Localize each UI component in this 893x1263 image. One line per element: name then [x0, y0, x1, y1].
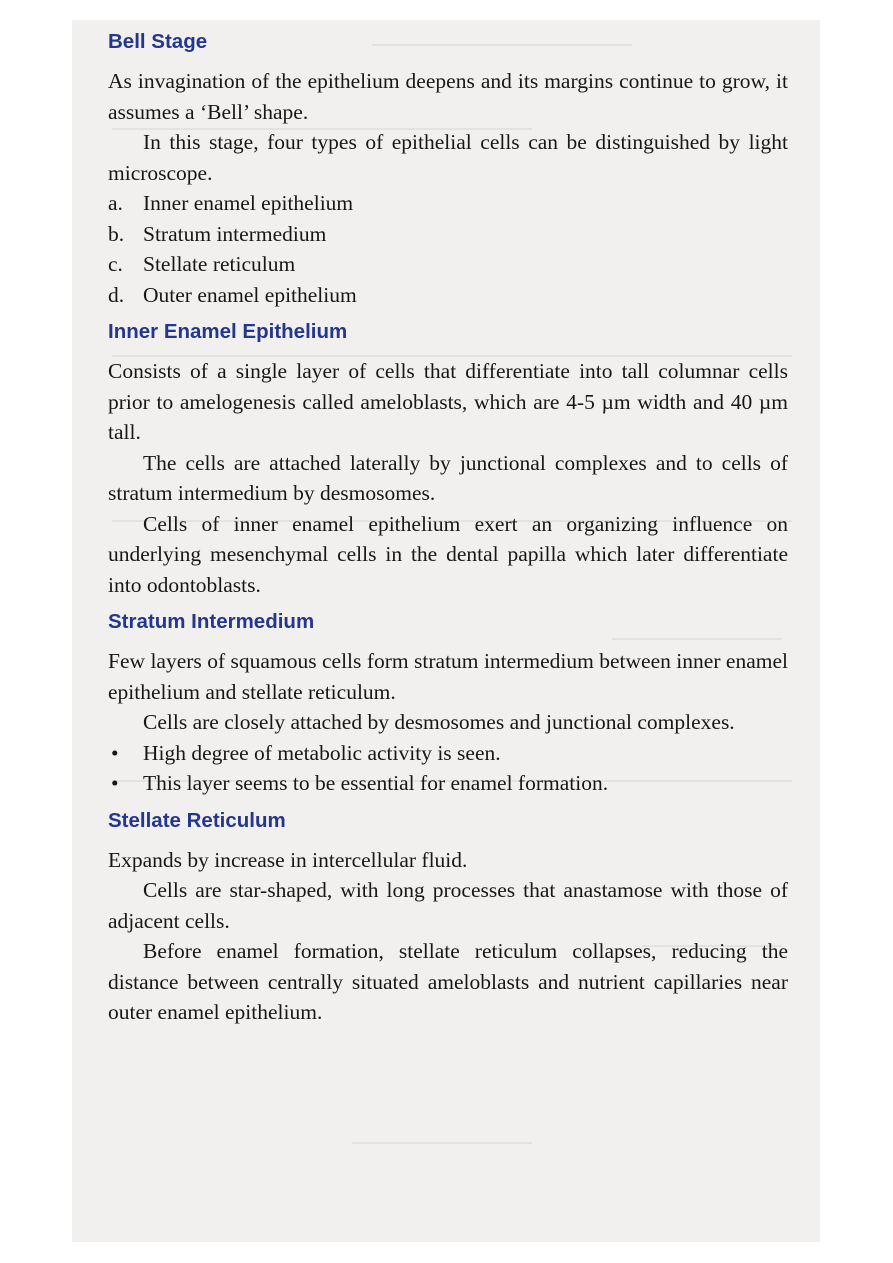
list-item: [108, 219, 788, 250]
list-marker: d.: [108, 282, 125, 307]
list-item-text: Stellate reticulum: [143, 252, 296, 276]
paragraph: As invagination of the epithelium deepens and its margins continue to grow, it assumes a ‘Bell’ shape.: [108, 69, 788, 124]
list-item: [108, 249, 788, 280]
paragraph: In this stage, four types of epithelial cells can be distinguished by light microscope.: [108, 130, 788, 185]
page: [72, 20, 820, 1242]
paragraph: Expands by increase in intercellular fluid.: [108, 847, 468, 872]
bullet-marker: •: [111, 771, 119, 795]
paragraph: Cells are star-shaped, with long processes that anastamose with those of adjacent cells.: [108, 878, 788, 933]
paragraph: The cells are attached laterally by junctional complexes and to cells of stratum intermedium by desmosomes.: [108, 450, 788, 505]
list-item: [108, 188, 788, 219]
bullet-item: [108, 738, 788, 769]
bullet-marker: •: [111, 740, 119, 765]
list-marker: b.: [108, 221, 125, 246]
list-marker: a.: [108, 191, 123, 215]
heading-stratum-intermedium: Stratum Intermedium: [108, 610, 315, 633]
list-marker: c.: [108, 252, 123, 276]
paragraph: Cells are closely attached by desmosomes and junctional complexes.: [143, 710, 735, 734]
list-item-text: Outer enamel epithelium: [143, 282, 357, 307]
paragraph: Cells of inner enamel epithelium exert an organizing influence on underlying mesenchymal cells in the dental papilla which later differentiate into odontoblasts.: [108, 511, 788, 597]
bullet-text: This layer seems to be essential for enamel formation.: [143, 771, 609, 795]
paragraph: Consists of a single layer of cells that differentiate into tall columnar cells prior to amelogenesis called ameloblasts, which are 4-5 µm width and 40 µm tall.: [108, 359, 788, 444]
list-item-text: Stratum intermedium: [143, 221, 327, 246]
list-item: [108, 280, 788, 311]
page-content: [108, 28, 788, 1028]
bullet-text: High degree of metabolic activity is seen.: [143, 740, 501, 765]
paragraph: Before enamel formation, stellate reticulum collapses, reducing the distance between centrally situated ameloblasts and nutrient capillaries near outer enamel epithelium.: [108, 939, 788, 1024]
bullet-item: [108, 768, 788, 799]
heading-bell-stage: Bell Stage: [108, 30, 208, 53]
paragraph: Few layers of squamous cells form stratum intermedium between inner enamel epithelium and stellate reticulum.: [108, 649, 788, 704]
heading-stellate-reticulum: Stellate Reticulum: [108, 808, 286, 832]
bullet-list: [108, 738, 788, 799]
cell-types-list: [108, 188, 788, 310]
list-item-text: Inner enamel epithelium: [143, 191, 354, 215]
heading-inner-enamel-epithelium: Inner Enamel Epithelium: [108, 320, 348, 343]
